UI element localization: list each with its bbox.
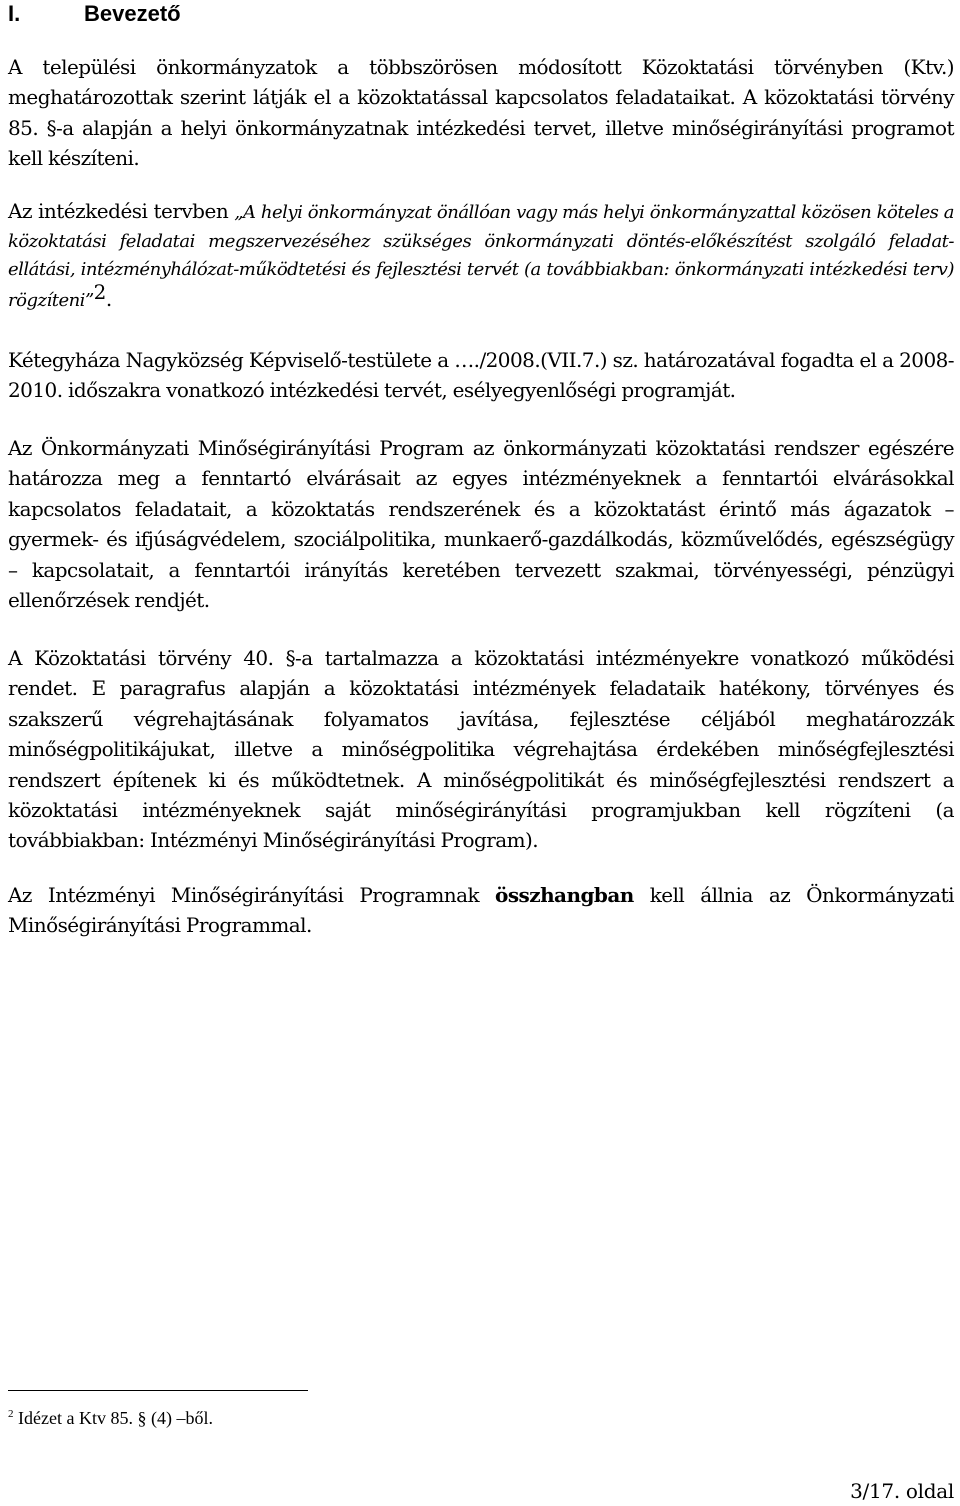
paragraph-conformity bbox=[8, 880, 954, 941]
section-number: I. bbox=[8, 1, 21, 26]
quote-end: . bbox=[105, 286, 112, 311]
conformity-lead: Az Intézményi Minőségirányítási Programnak bbox=[8, 883, 496, 907]
conformity-emphasis: összhangban bbox=[495, 883, 634, 907]
footnote bbox=[8, 1407, 213, 1429]
footnote-marker: 2 bbox=[8, 1408, 14, 1420]
paragraph-education-act: A Közoktatási törvény 40. §-a tartalmazza a közoktatási intézményekre vonatkozó működési rendet. E paragrafus alapján a közoktatási intézmények feladataik hatékony, törvényes és szakszerű végrehajtásának folyamatos javítása, fejlesztése céljából meghatározzák minőségpolitikájukat, illetve a minőségpolitika végrehajtása érdekében minőségfejlesztési rendszert építenek ki és működtetnek. A minőségpolitikát és minőségfejlesztési rendszert a közoktatási intézményeknek saját minőségirányítási programjukban kell rögzíteni (a továbbiakban: Intézményi Minőségirányítási Program). bbox=[8, 646, 954, 853]
section-heading bbox=[8, 0, 181, 28]
paragraph-quality-program: Az Önkormányzati Minőségirányítási Program az önkormányzati közoktatási rendszer egészére határozza meg a fenntartó elvárásait az egyes intézményeknek a fenntartói elvárásokkal kapcsolatos feladatait, a közoktatás rendszerének és a közoktatást érintő más ágazatok – gyermek- és ifjúságvédelem, szociálpolitika, munkaerő-gazdálkodás, közművelődés, egészségügy – kapcsolatait, a fenntartói irányítás keretében tervezett szakmai, törvényességi, pénzügyi ellenőrzések rendjét. bbox=[8, 436, 954, 613]
section-title: Bevezető bbox=[84, 1, 181, 26]
quote-text: „A helyi önkormányzat önállóan vagy más helyi önkormányzattal közösen köteles a közoktatási feladatai megszervezéséhez szükséges önkormányzati döntés-előkészítést szolgáló feladat-ellátási, intézményhálózat-működtetési és fejlesztési tervét (a továbbiakban: önkormányzati intézkedési terv) rögzíteni” bbox=[8, 202, 954, 311]
paragraph-quote bbox=[8, 197, 954, 315]
conformity-tail: kell állnia az Önkormányzati Minőségirányítási Programmal. bbox=[8, 883, 954, 938]
footnote-reference: 2 bbox=[93, 279, 106, 304]
paragraph-intro: A települési önkormányzatok a többszörösen módosított Közoktatási törvényben (Ktv.) meghatározottak szerint látják el a közoktatással kapcsolatos feladataikat. A közoktatási törvény 85. §-a alapján a helyi önkormányzatnak intézkedési tervet, illetve minőségirányítási programot kell készíteni. bbox=[8, 55, 954, 171]
quote-lead-text: Az intézkedési tervben bbox=[8, 199, 235, 223]
page-number: 3/17. oldal bbox=[850, 1479, 954, 1503]
footnote-separator bbox=[8, 1390, 308, 1391]
paragraph-resolution: Kétegyháza Nagyközség Képviselő-testülete a …./2008.(VII.7.) sz. határozatával fogadta el a 2008-2010. időszakra vonatkozó intézkedési tervét, esélyegyenlőségi programját. bbox=[8, 348, 954, 403]
footnote-text: Idézet a Ktv 85. § (4) –ből. bbox=[13, 1408, 213, 1428]
